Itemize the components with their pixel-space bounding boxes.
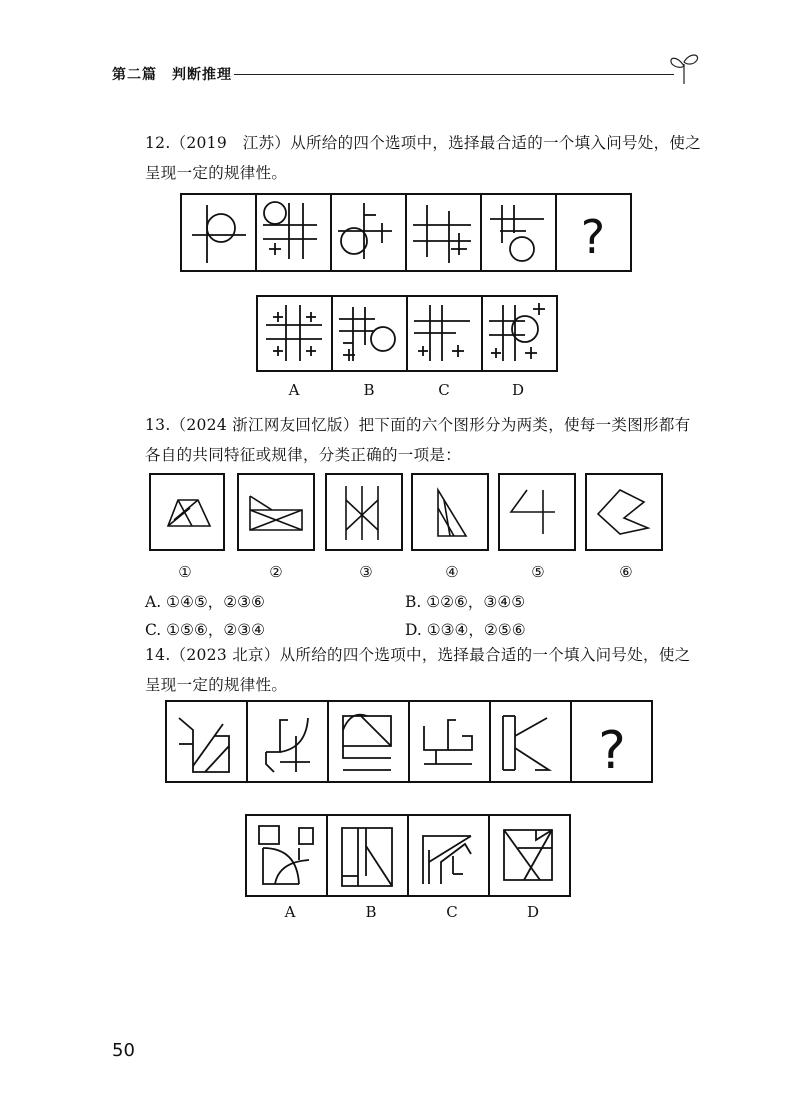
q12-option-d-label[interactable]: D [511, 381, 525, 399]
q12-option-a-figure [266, 305, 322, 361]
q13-figures-row [148, 472, 688, 554]
q13-figure-3 [346, 486, 378, 540]
sprout-icon [664, 46, 704, 86]
q13-text: 13.（2024 浙江网友回忆版）把下面的六个图形分为两类，使每一类图形都有各自的共同特征或规律，分类正确的一项是： [145, 416, 691, 464]
q13-option-c[interactable]: C. ①⑤⑥，②③④ [145, 621, 266, 639]
q12-option-b-figure [339, 307, 395, 361]
q14-figure-4 [424, 720, 472, 764]
q12-option-a-label[interactable]: A [288, 381, 300, 399]
q14-option-d-label[interactable]: D [526, 903, 540, 921]
q12-figure-1 [192, 205, 246, 263]
q13-figure-5 [511, 490, 555, 534]
q13-option-d[interactable]: D. ①③④，②⑤⑥ [405, 621, 526, 639]
q12-option-c-figure [414, 305, 470, 361]
header-rule [234, 74, 674, 75]
q14-option-b-label[interactable]: B [365, 903, 377, 921]
q12-options-row [256, 295, 558, 373]
q12-figure-3 [338, 203, 392, 259]
q13-figure-2 [250, 496, 302, 530]
q13-figure-label-6: ⑥ [619, 563, 633, 581]
q13-figure-label-1: ① [178, 563, 192, 581]
q12-figure-2 [263, 202, 317, 259]
q13-figure-label-3: ③ [359, 563, 373, 581]
q12-option-c-label[interactable]: C [438, 381, 450, 399]
q14-figure-2 [266, 718, 310, 772]
q13-figure-4 [438, 490, 466, 536]
q14-option-d-figure [504, 830, 552, 880]
q14-option-c-figure [423, 836, 471, 884]
q14-option-b-figure [342, 828, 392, 886]
q12-figure-4 [413, 205, 471, 263]
q14-text: 14.（2023 北京）从所给的四个选项中，选择最合适的一个填入问号处，使之呈现一定的规律性。 [145, 646, 691, 694]
q13-option-a[interactable]: A. ①④⑤，②③⑥ [145, 593, 265, 611]
q13-figure-1 [168, 500, 210, 526]
q13-figure-label-4: ④ [445, 563, 459, 581]
q13-option-b[interactable]: B. ①②⑥，③④⑤ [405, 593, 526, 611]
q14-question-row [165, 700, 655, 784]
q14-question-mark: ? [598, 721, 626, 781]
q13-figure-6 [598, 490, 648, 534]
page-header [112, 60, 700, 90]
q14-figure-3 [343, 715, 391, 770]
q12-figure-5 [490, 205, 544, 261]
q12-text: 12.（2019 江苏）从所给的四个选项中，选择最合适的一个填入问号处，使之呈现一定的规律性。 [145, 134, 701, 182]
page-number: 50 [112, 1040, 135, 1061]
q14-option-c-label[interactable]: C [446, 903, 458, 921]
q14-figure-5 [503, 716, 549, 770]
q13-figure-label-5: ⑤ [531, 563, 545, 581]
q12-option-d-figure [489, 303, 545, 361]
q12-question-mark: ? [580, 210, 606, 264]
q13-figure-label-2: ② [269, 563, 283, 581]
section-title: 第二篇 判断推理 [112, 67, 232, 83]
q14-figure-1 [179, 718, 229, 772]
q14-options-row [245, 814, 575, 898]
q12-option-b-label[interactable]: B [363, 381, 375, 399]
q14-option-a-label[interactable]: A [284, 903, 296, 921]
q14-option-a-figure [259, 826, 313, 884]
q12-question-row [180, 193, 632, 273]
